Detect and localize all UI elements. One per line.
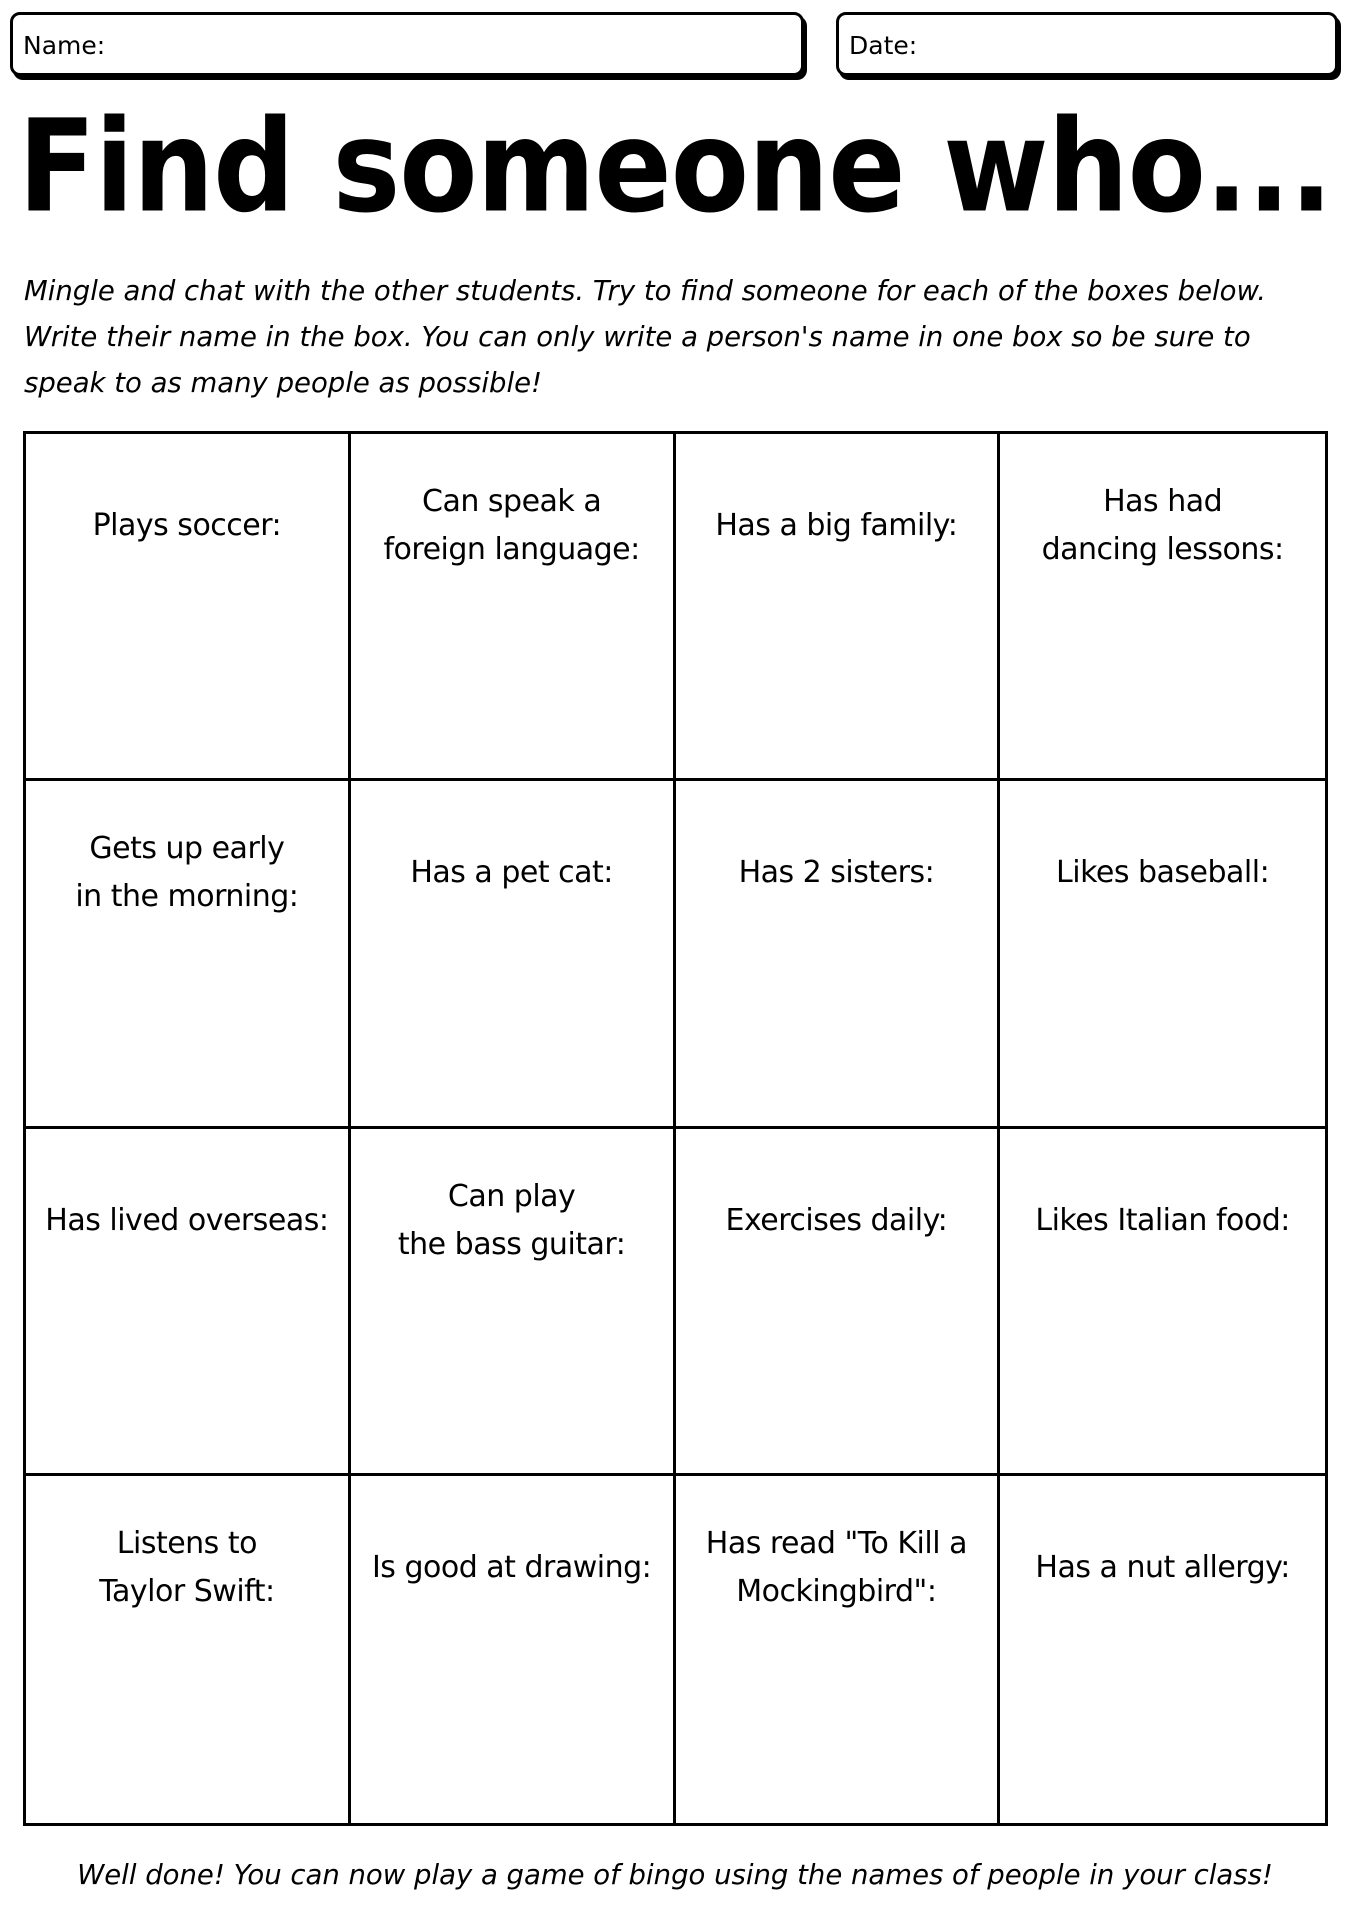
grid-cell[interactable] bbox=[676, 434, 1001, 781]
cell-prompt: Has 2 sisters: bbox=[738, 855, 935, 891]
cell-prompt: Has lived overseas: bbox=[45, 1202, 329, 1238]
cell-prompt: Can speak a foreign language: bbox=[383, 484, 640, 567]
name-field[interactable] bbox=[10, 12, 804, 76]
grid-cell[interactable] bbox=[26, 434, 351, 781]
cell-prompt: Has a nut allergy: bbox=[1035, 1549, 1290, 1585]
name-label: Name: bbox=[23, 31, 106, 60]
grid-cell[interactable] bbox=[676, 1476, 1001, 1823]
date-field[interactable] bbox=[836, 12, 1338, 76]
date-label: Date: bbox=[849, 31, 918, 60]
cell-prompt: Is good at drawing: bbox=[371, 1549, 652, 1585]
instructions-text: Mingle and chat with the other students. Try to find someone for each of the boxes below. Write their name in the box. You can only write a person's name in one box so be sure to speak to as many people as possible! bbox=[24, 275, 1266, 399]
cell-prompt: Likes baseball: bbox=[1056, 855, 1270, 891]
grid-cell[interactable] bbox=[351, 1129, 676, 1476]
grid-cell[interactable] bbox=[351, 434, 676, 781]
grid-cell[interactable] bbox=[26, 1476, 351, 1823]
grid-cell[interactable] bbox=[1000, 1129, 1325, 1476]
cell-prompt: Exercises daily: bbox=[725, 1202, 948, 1238]
cell-prompt: Has a big family: bbox=[715, 508, 958, 543]
cell-prompt: Has a pet cat: bbox=[410, 855, 613, 891]
footer-note: Well done! You can now play a game of bingo using the names of people in your class! bbox=[77, 1859, 1273, 1891]
cell-prompt: Likes Italian food: bbox=[1035, 1202, 1290, 1238]
grid-cell[interactable] bbox=[1000, 781, 1325, 1128]
cell-prompt: Has read "To Kill a Mockingbird": bbox=[705, 1525, 967, 1609]
grid-cell[interactable] bbox=[351, 1476, 676, 1823]
grid-cell[interactable] bbox=[676, 1129, 1001, 1476]
grid-cell[interactable] bbox=[26, 1129, 351, 1476]
page-title: Find someone who... bbox=[18, 91, 1332, 241]
cell-prompt: Has had dancing lessons: bbox=[1041, 484, 1284, 567]
grid-cell[interactable] bbox=[26, 781, 351, 1128]
grid-cell[interactable] bbox=[676, 781, 1001, 1128]
cell-prompt: Gets up early in the morning: bbox=[75, 831, 299, 915]
cell-prompt: Plays soccer: bbox=[92, 508, 282, 543]
grid-cell[interactable] bbox=[1000, 434, 1325, 781]
cell-prompt: Listens to Taylor Swift: bbox=[99, 1525, 275, 1609]
cell-prompt: Can play the bass guitar: bbox=[397, 1178, 626, 1262]
grid-cell[interactable] bbox=[1000, 1476, 1325, 1823]
prompt-grid bbox=[23, 431, 1328, 1826]
grid-cell[interactable] bbox=[351, 781, 676, 1128]
